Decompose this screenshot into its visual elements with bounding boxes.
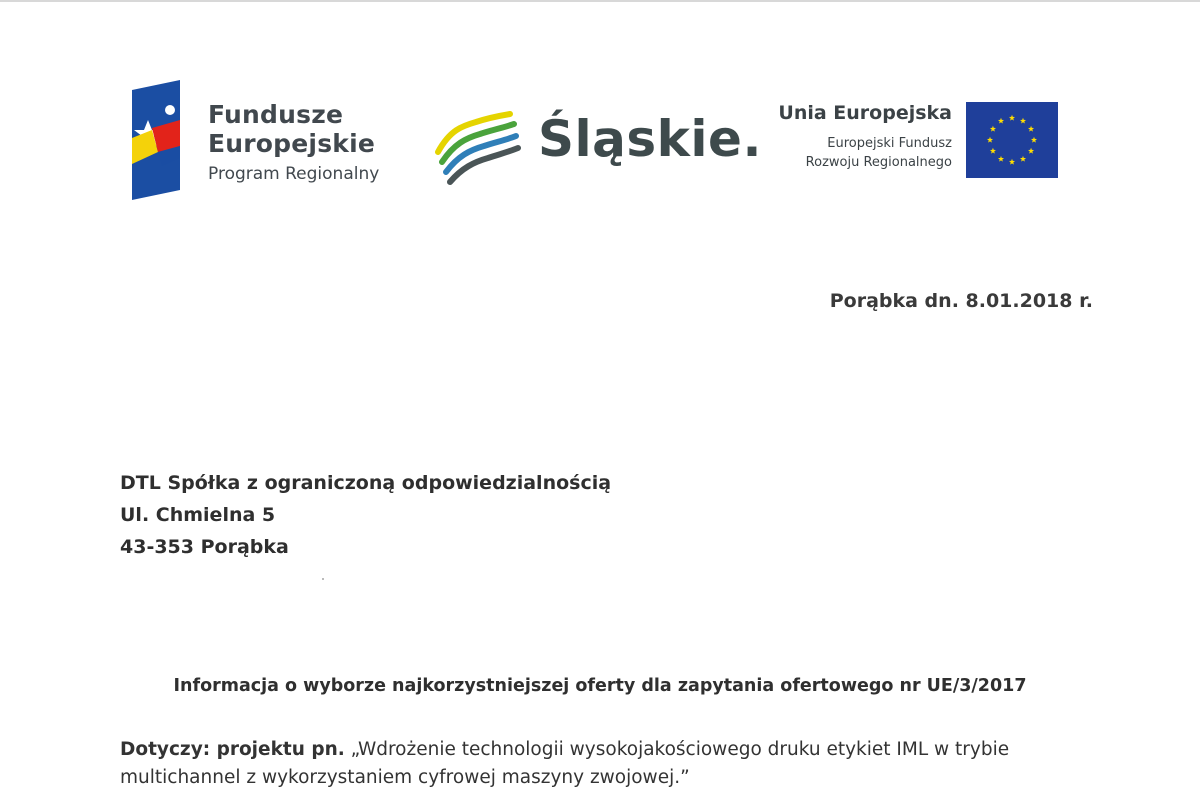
slaskie-logo [432, 104, 762, 192]
eu-star-icon [998, 156, 1004, 162]
regarding-paragraph [120, 736, 1080, 792]
address-line-company: DTL Spółka z ograniczoną odpowiedzialnością [120, 472, 612, 494]
eu-star-icon [998, 118, 1004, 124]
eu-star-icon [990, 126, 996, 132]
slaskie-logo-text: Śląskie. [538, 110, 762, 168]
eu-star-icon [1020, 156, 1026, 162]
fundusze-europejskie-emblem-icon [128, 80, 188, 200]
eu-logo-title: Unia Europejska [778, 102, 952, 124]
address-line-street: Ul. Chmielna 5 [120, 504, 276, 526]
eu-star-icon [1009, 159, 1015, 165]
document-title: Informacja o wyborze najkorzystniejszej oferty dla zapytania ofertowego nr UE/3/2017 [173, 676, 1027, 696]
unia-europejska-logo [780, 100, 1070, 190]
eu-logo-subtitle-line2: Rozwoju Regionalnego [805, 155, 952, 170]
fe-logo-line2: Europejskie [208, 129, 376, 158]
eu-star-icon [1028, 126, 1034, 132]
recipient-address [120, 467, 611, 563]
regarding-text: „Wdrożenie technologii wysokojakościowego druku etykiet IML w trybie multichannel z wykorzystaniem cyfrowej maszyny zwojowej.” [120, 739, 1010, 788]
fe-logo-line1: Fundusze [208, 100, 344, 129]
eu-logo-subtitle-line1: Europejski Fundusz [827, 136, 952, 151]
eu-star-icon [987, 137, 993, 143]
eu-star-icon [990, 148, 996, 154]
scan-speck [322, 578, 324, 580]
address-line-city: 43-353 Porąbka [120, 536, 289, 558]
fundusze-europejskie-logo [128, 80, 398, 200]
eu-star-icon [1020, 118, 1026, 124]
document-date: Porąbka dn. 8.01.2018 r. [829, 290, 1093, 312]
page-top-edge [0, 0, 1200, 2]
slaskie-waves-icon [432, 108, 522, 188]
regarding-label: Dotyczy: projektu pn. [120, 739, 345, 760]
eu-star-icon [1031, 137, 1037, 143]
eu-star-icon [1009, 115, 1015, 121]
fe-logo-line3: Program Regionalny [208, 164, 380, 184]
eu-flag-icon [966, 102, 1058, 178]
eu-star-icon [1028, 148, 1034, 154]
